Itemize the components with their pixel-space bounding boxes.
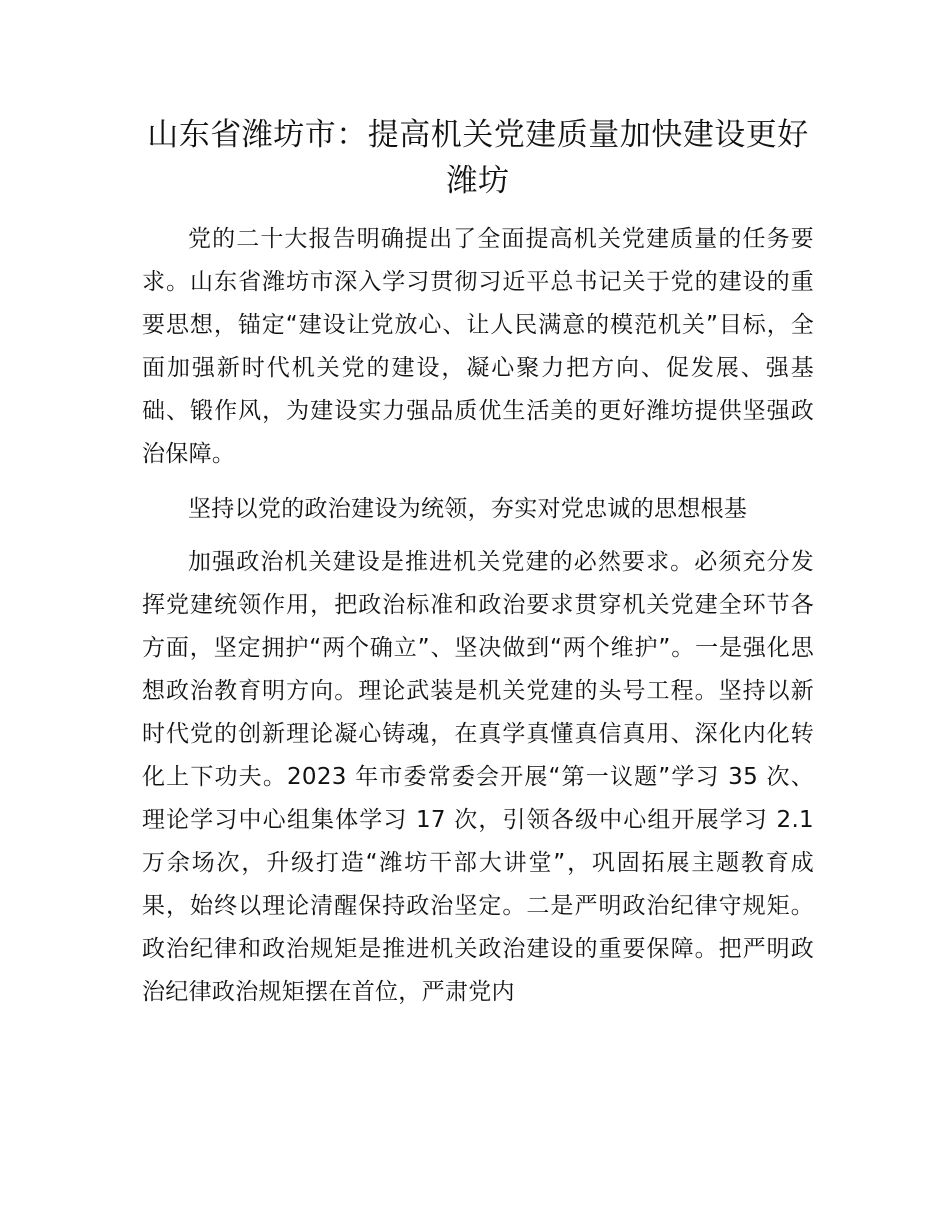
section-heading: 坚持以党的政治建设为统领，夯实对党忠诚的思想根基 bbox=[188, 496, 748, 522]
section-body-paragraph: 加强政治机关建设是推进机关党建的必然要求。必须充分发挥党建统领作用，把政治标准和政治要求贯穿机关党建全环节各方面，坚定拥护“两个确立”、坚决做到“两个维护”。一是强化思想政治教育明方向。理论武装是机关党建的头号工程。坚持以新时代党的创新理论凝心铸魂，在真学真懂真信真用、深化内化转化上下功夫。2023 年市委常委会开展“第一议题”学习 35 次、理论学习中心组集体学习 17 次，引领各级中心组开展学习 2.1 万余场次，升级打造“潍坊干部大讲堂”，巩固拓展主题教育成果，始终以理论清醒保持政治坚定。二是严明政治纪律守规矩。政治纪律和政治规矩是推进机关政治建设的重要保障。把严明政治纪律政治规矩摆在首位，严肃党内 bbox=[142, 549, 814, 1005]
document-page bbox=[142, 112, 814, 1014]
document-title: 山东省潍坊市：提高机关党建质量加快建设更好潍坊 bbox=[147, 117, 809, 199]
intro-paragraph: 党的二十大报告明确提出了全面提高机关党建质量的任务要求。山东省潍坊市深入学习贯彻习近平总书记关于党的建设的重要思想，锚定“建设让党放心、让人民满意的模范机关”目标，全面加强新时代机关党的建设，凝心聚力把方向、促发展、强基础、锻作风，为建设实力强品质优生活美的更好潍坊提供坚强政治保障。 bbox=[142, 226, 814, 467]
